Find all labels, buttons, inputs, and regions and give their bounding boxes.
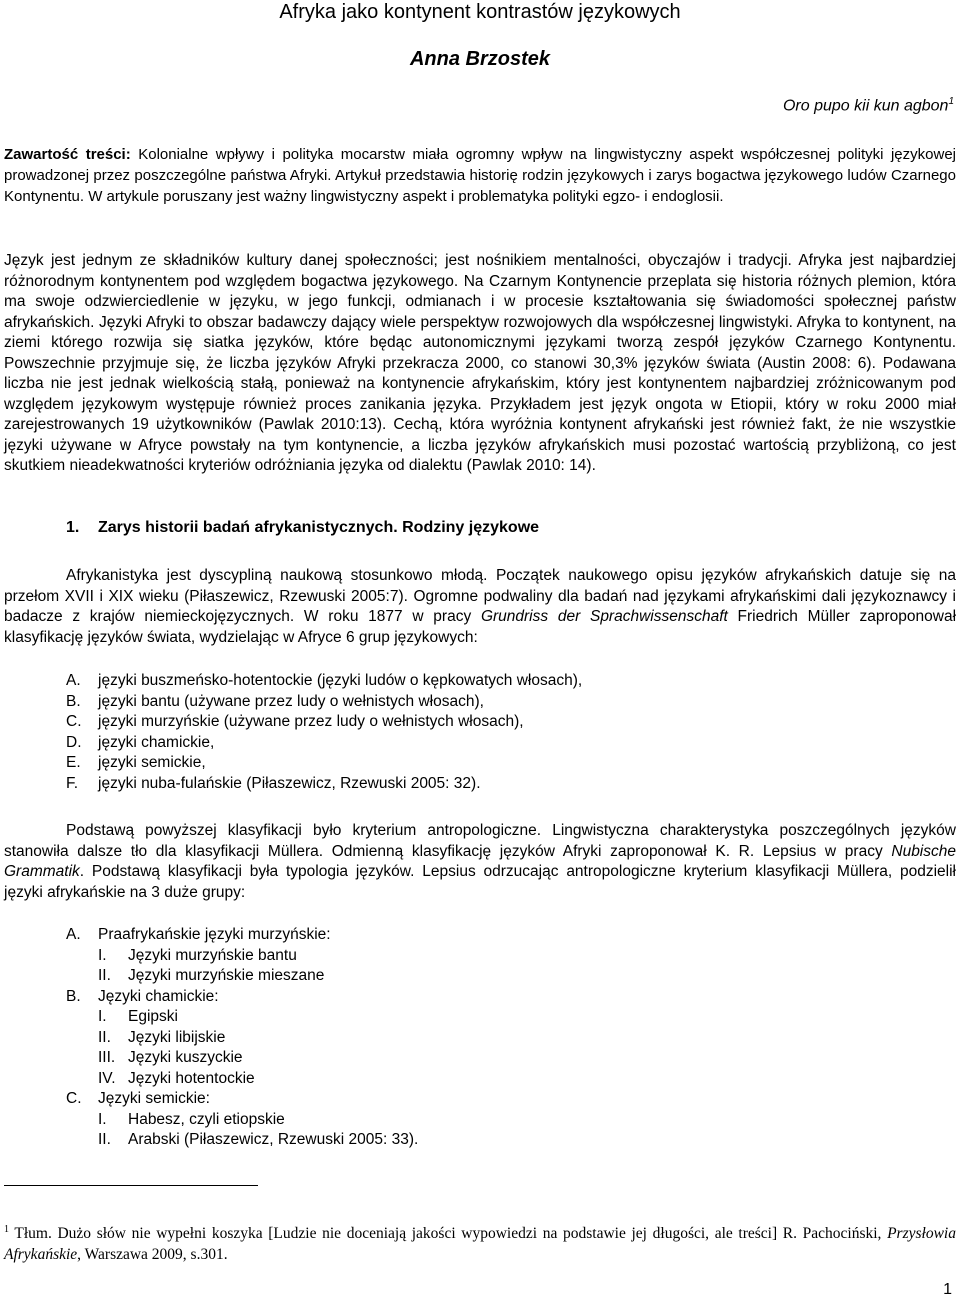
sub-list-text: Języki hotentockie — [128, 1069, 255, 1087]
list-text: Języki chamickie: — [98, 987, 219, 1005]
list-item — [66, 925, 418, 946]
page-number: 1 — [943, 1281, 952, 1298]
list-item — [66, 733, 582, 754]
list-text: języki chamickie, — [98, 733, 215, 751]
list-label: A. — [66, 926, 81, 943]
sub-list-text: Egipski — [128, 1008, 178, 1025]
paragraph-text: Friedrich Müller zaproponował klasyfikację języków świata, wydzielając w Afryce 6 grup językowych: — [4, 608, 957, 646]
paragraph-intro: Język jest jednym ze składników kultury danej społeczności; jest nośnikiem mentalności, obyczajów i tradycji. Afryka jest najbardziej różnorodnym kontynentem pod względem bogactwa językowego. Na Czarnym Kontynencie przeplata się historia różnych plemion, która ma swoje odzwierciedlenie w języku, w jego funkcji, odmianach i w procesie kształtowania się świadomości społecznej państw afrykańskich. Języki Afryki to obszar badawczy dający wiele perspektyw rozwojowych dla współczesnej lingwistyki. Afryka to kontynent, na ziemi którego rozwija się siatka języków, które będąc autonomicznymi językami tworzą zespół języków Czarnego Kontynentu. Powszechnie przyjmuje się, że liczba języków Afryki przekracza 2000, co stanowi 30,3% języków świata (Austin 2008: 6). Podawana liczba nie jest jednak wielkością stałą, ponieważ na kontynencie afrykańskim, który jest kontynentem najbardziej zróżnicowanym pod względem językowym występuje również proces zanikania języka. Przykładem jest język ongota w Etiopii, który w roku 2000 miał zarejestrowanych 19 użytkowników (Pawlak 2010:13). Cechą, która wyróżnia kontynent afrykański jest również fakt, że nie wszystkie języki używane w Afryce powstały na tym kontynencie, a liczba języków afrykańskich musi pozostać wartością przybliżoną, co jest skutkiem nieadekwatności kryteriów odróżniania języka od dialektu (Pawlak 2010: 14). — [4, 252, 956, 474]
list-item — [66, 987, 418, 1008]
sub-list-label: I. — [98, 1008, 107, 1025]
list-label: C. — [66, 713, 82, 730]
sub-list-label: III. — [98, 1049, 116, 1066]
list-label: A. — [66, 672, 81, 689]
document-title: Afryka jako kontynent kontrastów językowych — [279, 1, 681, 23]
list-label: F. — [66, 774, 79, 792]
list-text: Języki semickie: — [98, 1090, 210, 1107]
list-text: języki nuba-fulańskie (Piłaszewicz, Rzewuski 2005: 32). — [98, 774, 481, 792]
motto — [783, 96, 954, 115]
list-item — [66, 692, 582, 713]
sub-list-item — [66, 1130, 418, 1151]
sub-list-label: II. — [98, 1131, 111, 1148]
sub-list-label: II. — [98, 1028, 111, 1046]
list-text: Praafrykańskie języki murzyńskie: — [98, 926, 331, 943]
sub-list-label: IV. — [98, 1069, 116, 1087]
sub-list-label: I. — [98, 1110, 107, 1128]
footnote — [4, 1219, 956, 1265]
footnote-separator — [4, 1185, 258, 1186]
paragraph-text: . Podstawą klasyfikacji była typologia języków. Lepsius odrzucając antropologiczne kryterium klasyfikacji Müllera, podzielił języki afrykańskie na 3 duże grupy: — [4, 863, 956, 901]
sub-list-text: Języki libijskie — [128, 1028, 226, 1046]
list-text: języki bantu (używane przez ludy o wełnistych włosach), — [98, 692, 484, 710]
list-label: E. — [66, 754, 81, 771]
footnote-mark: 1 — [4, 1224, 9, 1235]
sub-list-item — [66, 1110, 418, 1131]
footnote-book-title: Przysłowia Afrykańskie — [4, 1225, 956, 1264]
sub-list-item — [66, 1028, 418, 1049]
list-text: języki buszmeńsko-hotentockie (języki ludów o kępkowatych włosach), — [98, 672, 583, 689]
abstract-label: Zawartość treści: — [4, 146, 131, 163]
abstract-text: Kolonialne wpływy i polityka mocarstw miała ogromny wpływ na lingwistyczny aspekt współczesnej polityki językowej prowadzonej przez poszczególne państwa Afryki. Artykuł przedstawia historię rodzin językowych i zarys bogactwa językowego ludów Czarnego Kontynentu. W artykule poruszany jest ważny lingwistyczny aspekt i problematyka polityki egzo- i endoglosii. — [4, 146, 956, 205]
paragraph-mueller — [4, 566, 956, 648]
paragraph-lepsius — [4, 821, 956, 903]
paragraph-text: Afrykanistyka jest dyscypliną naukową stosunkowo młodą. Początek naukowego opisu języków afrykańskich datuje się na przełom XVII i XIX wieku (Piłaszewicz, Rzewuski 2005:7). Ogromne podwaliny dla badań nad językami afrykańskimi dali językoznawcy i badacze z krajów niemieckojęzycznych. W roku 1877 w pracy — [4, 567, 956, 625]
section-number: 1. — [66, 519, 80, 536]
sub-list-item — [66, 1048, 418, 1069]
sub-list-item — [66, 946, 418, 967]
sub-list-text: Języki murzyńskie bantu — [128, 946, 297, 964]
abstract — [4, 144, 956, 207]
book-title: Grundriss der Sprachwissenschaft — [480, 608, 728, 625]
sub-list-text: Języki kuszyckie — [128, 1049, 243, 1066]
list-item — [66, 753, 582, 774]
motto-text: Oro pupo kii kun agbon — [782, 97, 949, 115]
sub-list-item — [66, 1069, 418, 1090]
book-title: Nubische Grammatik — [4, 842, 956, 880]
sub-list-item — [66, 1007, 418, 1028]
footnote-text: , Warszawa 2009, s.301. — [77, 1246, 228, 1264]
list-item — [66, 712, 582, 733]
list-label: D. — [66, 733, 82, 751]
sub-list-text: Arabski (Piłaszewicz, Rzewuski 2005: 33). — [128, 1131, 419, 1148]
section-title: Zarys historii badań afrykanistycznych. Rodziny językowe — [98, 519, 540, 536]
list-label: B. — [66, 987, 81, 1005]
list-label: B. — [66, 692, 81, 710]
list-item — [66, 1089, 418, 1110]
sub-list-label: II. — [98, 967, 111, 984]
sub-list-text: Języki murzyńskie mieszane — [128, 967, 325, 984]
list-text: języki semickie, — [98, 754, 206, 771]
author-name: Anna Brzostek — [409, 48, 551, 70]
section-heading — [66, 519, 539, 537]
footnote-reference[interactable]: 1 — [948, 96, 954, 107]
sub-list-item — [66, 966, 418, 987]
mueller-classification-list — [66, 671, 582, 794]
lepsius-classification-list — [66, 925, 418, 1151]
sub-list-text: Habesz, czyli etiopskie — [128, 1110, 285, 1128]
list-label: C. — [66, 1090, 82, 1107]
paragraph-text: Podstawą powyższej klasyfikacji było kryterium antropologiczne. Lingwistyczna charakterystyka poszczególnych języków stanowiła dalsze tło dla klasyfikacji Müllera. Odmienną klasyfikację języków Afryki zaproponował K. R. Lepsius w pracy — [4, 822, 956, 860]
footnote-text: Tłum. Dużo słów nie wypełni koszyka [Ludzie nie doceniają jakości wypowiedzi na podstawie jej długości, ale treści] R. Pachociński, — [9, 1225, 888, 1243]
list-item — [66, 671, 582, 692]
list-item — [66, 774, 582, 795]
sub-list-label: I. — [98, 946, 107, 964]
list-text: języki murzyńskie (używane przez ludy o wełnistych włosach), — [98, 713, 524, 730]
